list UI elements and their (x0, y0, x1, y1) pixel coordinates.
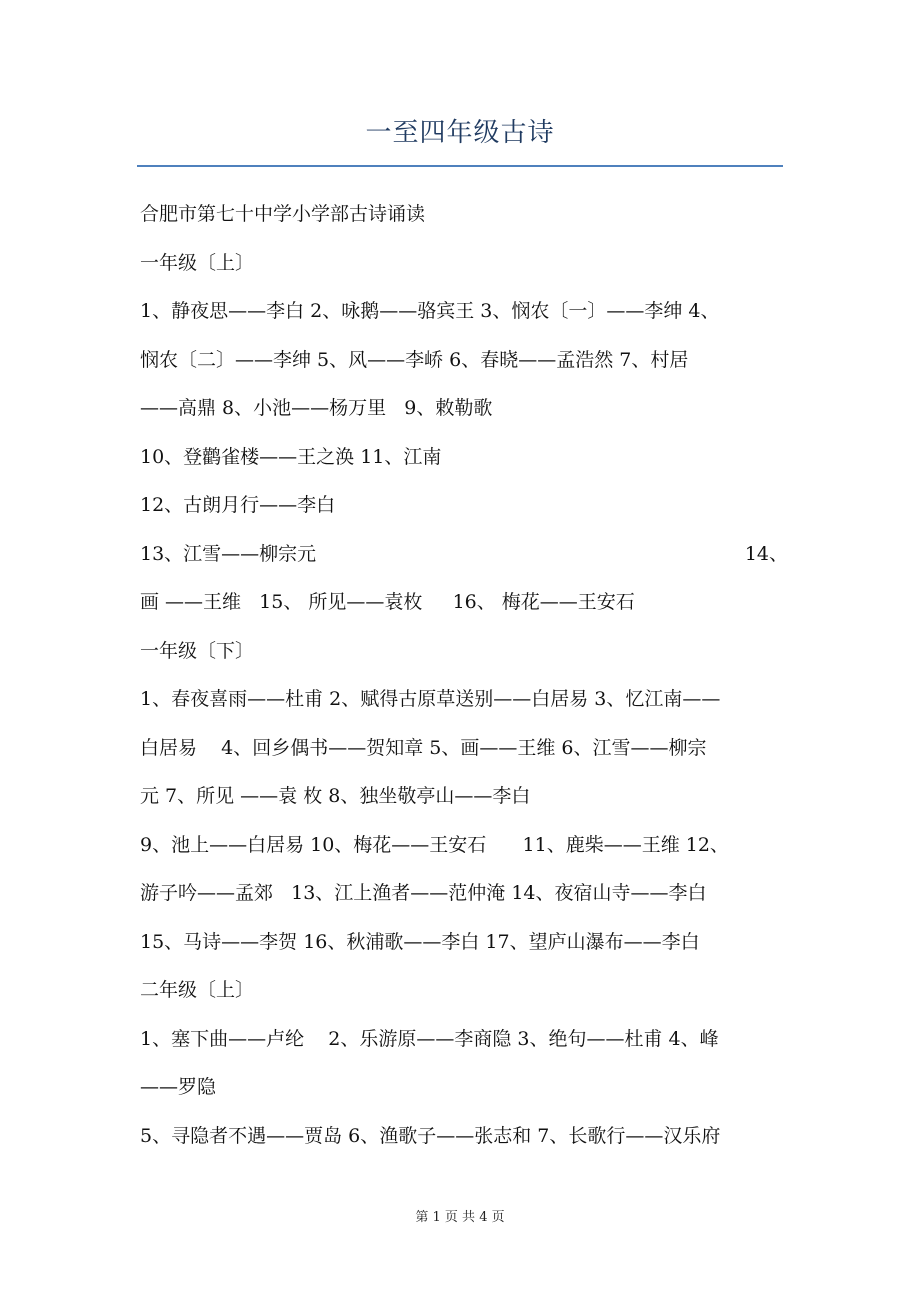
poem-list-line: 悯农〔二〕——李绅 5、风——李峤 6、春晓——孟浩然 7、村居 (140, 348, 689, 371)
poem-list-line: 游子吟——孟郊 13、江上渔者——范仲淹 14、夜宿山寺——李白 (140, 882, 707, 904)
poem-list-line: 1、塞下曲——卢纶 2、乐游原——李商隐 3、绝句——杜甫 4、峰 (140, 1027, 719, 1050)
poem-list-line: 5、寻隐者不遇——贾岛 6、渔歌子——张志和 7、长歌行——汉乐府 (140, 1124, 721, 1147)
document-title: 一至四年级古诗 (365, 118, 555, 148)
title-underline-divider (137, 165, 783, 167)
poem-list-line: 15、马诗——李贺 16、秋浦歌——李白 17、望庐山瀑布——李白 (140, 930, 700, 953)
poem-list-line: 1、春夜喜雨——杜甫 2、赋得古原草送别——白居易 3、忆江南—— (140, 688, 721, 710)
section-heading-grade1-lower: 一年级〔下〕 (140, 639, 255, 662)
section-heading-grade1-upper: 一年级〔上〕 (140, 251, 255, 274)
document-body (140, 196, 788, 1166)
poem-list-line: ——罗隐 (140, 1076, 217, 1098)
poem-list-line-right: 14、 (744, 542, 788, 565)
document-subtitle: 合肥市第七十中学小学部古诗诵读 (140, 203, 426, 225)
poem-list-line: 画 ——王维 15、 所见——袁枚 16、 梅花——王安石 (140, 591, 635, 613)
poem-list-line: 白居易 4、回乡偶书——贺知章 5、画——王维 6、江雪——柳宗 (140, 736, 707, 759)
poem-list-line: 10、登鹳雀楼——王之涣 11、江南 (140, 445, 442, 468)
poem-list-line: 9、池上——白居易 10、梅花——王安石 11、鹿柴——王维 12、 (140, 833, 729, 856)
poem-list-line: 元 7、所见 ——袁 枚 8、独坐敬亭山——李白 (140, 785, 531, 807)
page-number-footer: 第 1 页 共 4 页 (415, 1210, 505, 1225)
section-heading-grade2-upper: 二年级〔上〕 (140, 979, 255, 1001)
poem-list-line: ——高鼎 8、小池——杨万里 9、敕勒歌 (140, 397, 493, 419)
poem-list-line: 12、古朗月行——李白 (140, 494, 336, 516)
poem-list-line-left: 13、江雪——柳宗元 (140, 542, 317, 565)
poem-list-line-justified (140, 536, 788, 585)
poem-list-line: 1、静夜思——李白 2、咏鹅——骆宾王 3、悯农〔一〕——李绅 4、 (140, 300, 720, 322)
